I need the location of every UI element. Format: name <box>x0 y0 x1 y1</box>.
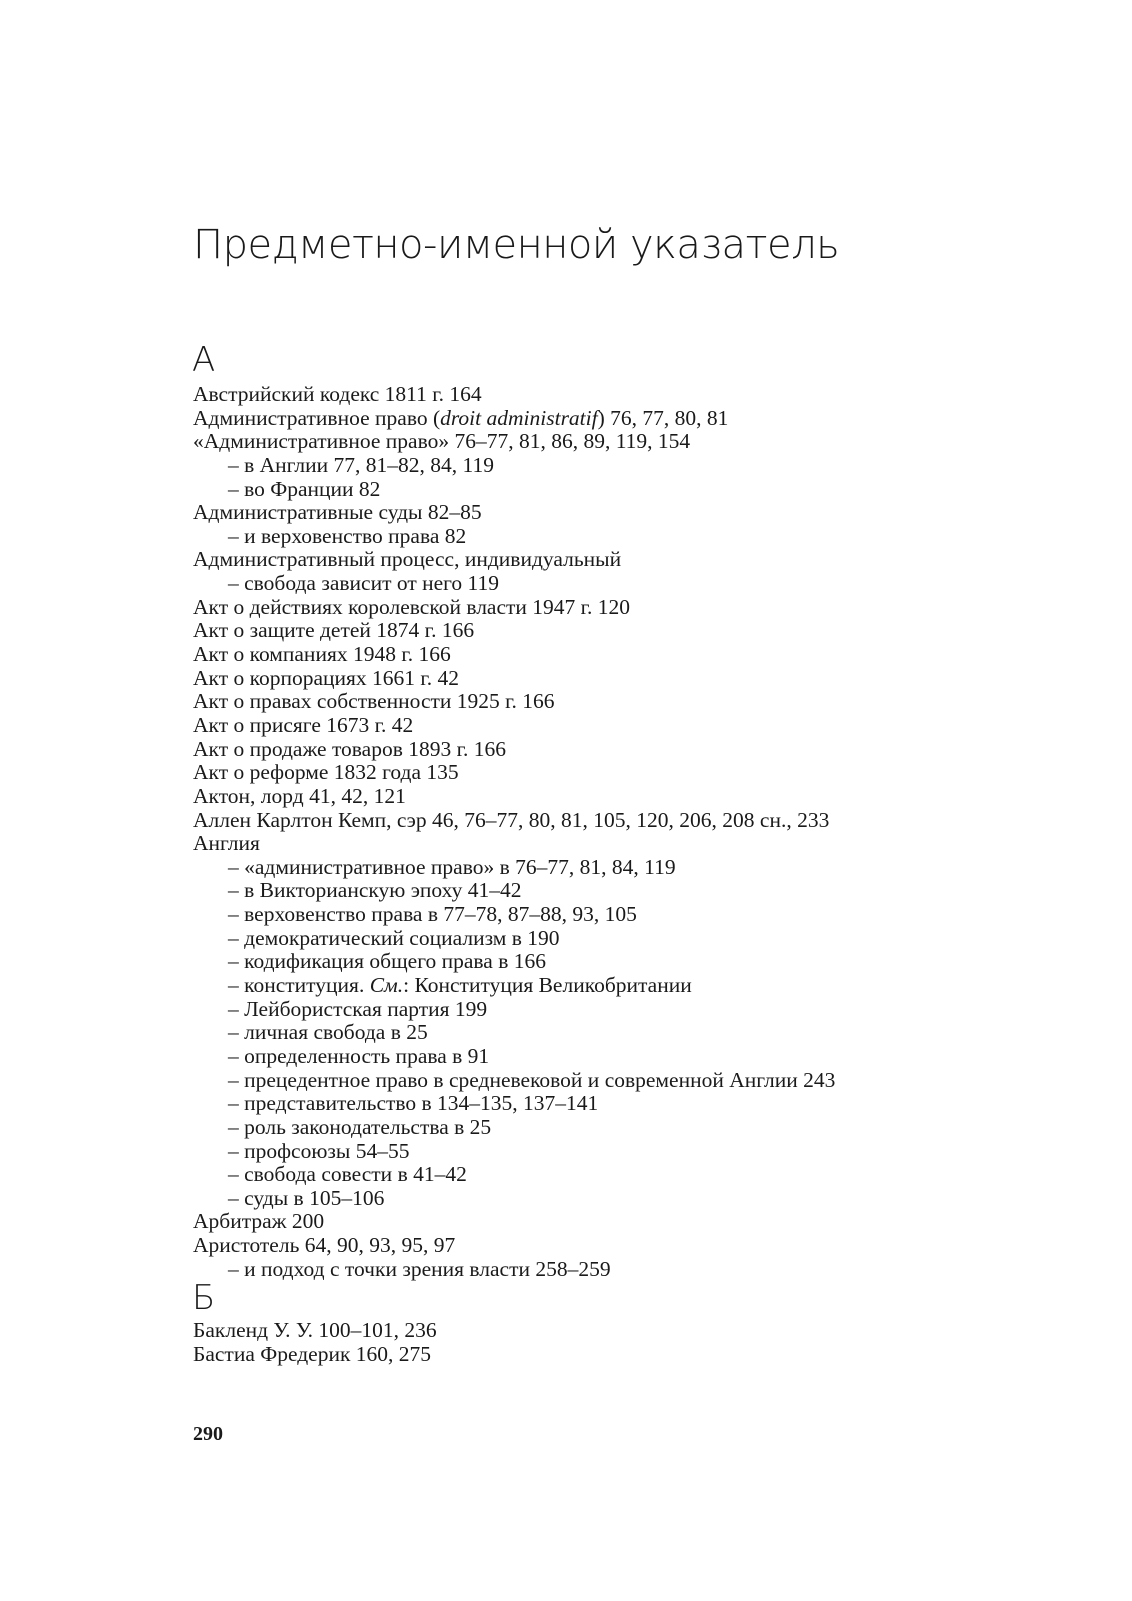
index-entry: Арбитраж 200 <box>193 1209 325 1234</box>
index-subentry: – конституция. См.: Конституция Великобритании <box>228 973 692 998</box>
index-entry: Административное право (droit administratif) 76, 77, 80, 81 <box>193 405 729 430</box>
section-letter-a: А <box>192 340 216 380</box>
index-entry: Акт о компаниях 1948 г. 166 <box>193 642 451 667</box>
italic-term: См. <box>369 973 404 998</box>
index-subentry: – представительство в 134–135, 137–141 <box>228 1091 599 1116</box>
index-subentry: – суды в 105–106 <box>228 1185 385 1210</box>
index-subentry: – и подход с точки зрения власти 258–259 <box>228 1256 611 1281</box>
index-entry: Акт о защите детей 1874 г. 166 <box>193 618 475 643</box>
index-entry: «Административное право» 76–77, 81, 86, 89, 119, 154 <box>193 429 691 454</box>
page-number: 290 <box>193 1423 223 1445</box>
index-entry: Англия <box>193 831 260 856</box>
index-subentry: – верховенство права в 77–78, 87–88, 93, 105 <box>228 902 637 927</box>
index-entry: Акт о продаже товаров 1893 г. 166 <box>193 736 507 761</box>
index-subentry: – профсоюзы 54–55 <box>228 1138 410 1163</box>
index-entry: Аристотель 64, 90, 93, 95, 97 <box>193 1233 456 1258</box>
index-subentry: – Лейбористская партия 199 <box>228 996 488 1021</box>
index-subentry: – демократический социализм в 190 <box>228 925 560 950</box>
index-entries-b <box>193 1319 437 1366</box>
index-entry: Административный процесс, индивидуальный <box>193 547 622 572</box>
index-subentry: – и верховенство права 82 <box>228 523 467 548</box>
page-title: Предметно-именной указатель <box>193 222 840 268</box>
index-subentry: – свобода совести в 41–42 <box>228 1162 467 1187</box>
index-entry: Административные суды 82–85 <box>193 500 482 525</box>
index-entry: Акт о действиях королевской власти 1947 г. 120 <box>193 594 631 619</box>
section-letter-b: Б <box>192 1278 216 1318</box>
index-subentry: – «административное право» в 76–77, 81, 84, 119 <box>228 854 676 879</box>
index-subentry: – роль законодательства в 25 <box>228 1114 492 1139</box>
index-entry: Акт о корпорациях 1661 г. 42 <box>193 665 460 690</box>
index-entry: Акт о правах собственности 1925 г. 166 <box>193 689 555 714</box>
index-subentry: – кодификация общего права в 166 <box>228 949 546 974</box>
index-subentry: – личная свобода в 25 <box>228 1020 428 1045</box>
italic-term: droit administratif <box>440 405 598 430</box>
index-entry: Акт о реформе 1832 года 135 <box>193 760 459 785</box>
index-entry: Бакленд У. У. 100–101, 236 <box>193 1318 437 1342</box>
index-subentry: – свобода зависит от него 119 <box>228 571 500 596</box>
index-entry: Акт о присяге 1673 г. 42 <box>193 712 414 737</box>
index-entry: Аллен Карлтон Кемп, сэр 46, 76–77, 80, 81, 105, 120, 206, 208 сн., 233 <box>193 807 830 832</box>
index-entry: Бастиа Фредерик 160, 275 <box>193 1341 432 1366</box>
index-subentry: – в Викторианскую эпоху 41–42 <box>228 878 522 903</box>
index-entry: Австрийский кодекс 1811 г. 164 <box>193 382 482 406</box>
index-subentry: – определенность права в 91 <box>228 1043 490 1068</box>
index-subentry: – в Англии 77, 81–82, 84, 119 <box>228 452 494 477</box>
index-entry: Актон, лорд 41, 42, 121 <box>193 783 406 808</box>
index-entries-a <box>193 383 835 1281</box>
index-subentry: – прецедентное право в средневековой и современной Англии 243 <box>228 1067 836 1092</box>
index-subentry: – во Франции 82 <box>228 476 381 501</box>
